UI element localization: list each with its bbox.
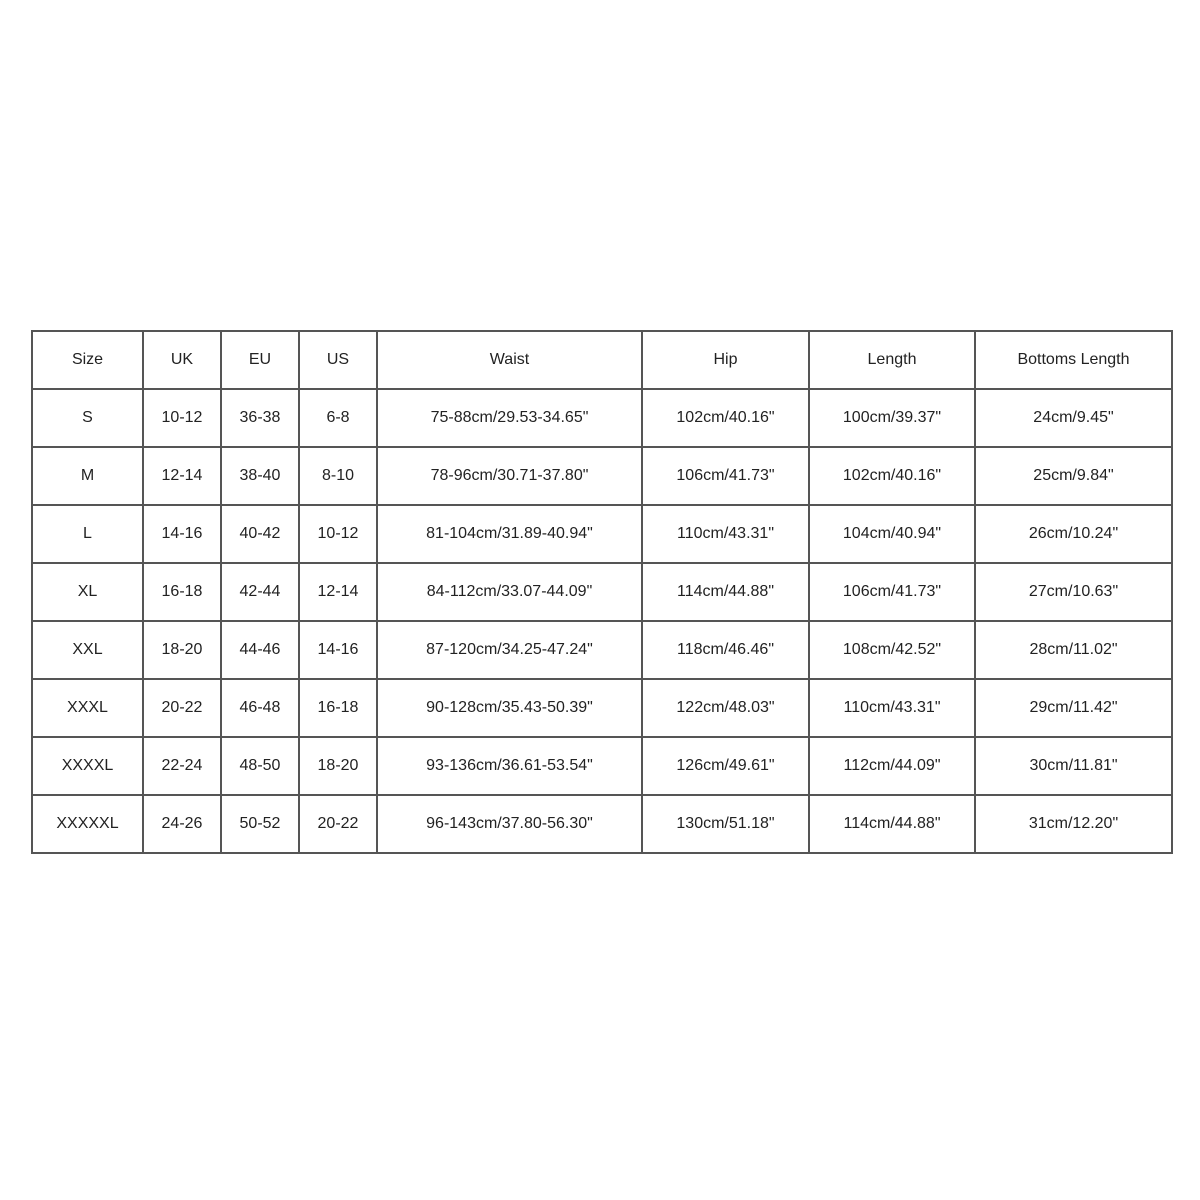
cell-bottoms-length: 30cm/11.81" (975, 737, 1172, 795)
cell-uk: 16-18 (143, 563, 221, 621)
table-row (32, 505, 1172, 563)
cell-waist: 81-104cm/31.89-40.94" (377, 505, 642, 563)
cell-hip: 106cm/41.73" (642, 447, 809, 505)
cell-us: 12-14 (299, 563, 377, 621)
cell-hip: 118cm/46.46" (642, 621, 809, 679)
cell-size: M (32, 447, 143, 505)
cell-waist: 93-136cm/36.61-53.54" (377, 737, 642, 795)
cell-length: 108cm/42.52" (809, 621, 975, 679)
cell-length: 100cm/39.37" (809, 389, 975, 447)
header-bottoms-length: Bottoms Length (975, 331, 1172, 389)
cell-us: 8-10 (299, 447, 377, 505)
cell-length: 112cm/44.09" (809, 737, 975, 795)
cell-bottoms-length: 29cm/11.42" (975, 679, 1172, 737)
table-row (32, 389, 1172, 447)
header-eu: EU (221, 331, 299, 389)
cell-length: 110cm/43.31" (809, 679, 975, 737)
cell-size: XXL (32, 621, 143, 679)
cell-uk: 24-26 (143, 795, 221, 853)
cell-uk: 20-22 (143, 679, 221, 737)
header-uk: UK (143, 331, 221, 389)
cell-bottoms-length: 25cm/9.84" (975, 447, 1172, 505)
cell-size: L (32, 505, 143, 563)
cell-uk: 22-24 (143, 737, 221, 795)
header-size: Size (32, 331, 143, 389)
table-row (32, 795, 1172, 853)
cell-eu: 46-48 (221, 679, 299, 737)
cell-size: S (32, 389, 143, 447)
cell-uk: 10-12 (143, 389, 221, 447)
size-chart-table (31, 330, 1173, 854)
cell-size: XXXXL (32, 737, 143, 795)
cell-eu: 50-52 (221, 795, 299, 853)
cell-size: XXXL (32, 679, 143, 737)
cell-hip: 126cm/49.61" (642, 737, 809, 795)
table-row (32, 563, 1172, 621)
cell-waist: 75-88cm/29.53-34.65" (377, 389, 642, 447)
header-length: Length (809, 331, 975, 389)
cell-eu: 48-50 (221, 737, 299, 795)
cell-length: 102cm/40.16" (809, 447, 975, 505)
cell-hip: 122cm/48.03" (642, 679, 809, 737)
header-waist: Waist (377, 331, 642, 389)
cell-bottoms-length: 28cm/11.02" (975, 621, 1172, 679)
header-row (32, 331, 1172, 389)
cell-waist: 84-112cm/33.07-44.09" (377, 563, 642, 621)
cell-waist: 90-128cm/35.43-50.39" (377, 679, 642, 737)
cell-us: 14-16 (299, 621, 377, 679)
cell-hip: 110cm/43.31" (642, 505, 809, 563)
cell-hip: 114cm/44.88" (642, 563, 809, 621)
cell-uk: 14-16 (143, 505, 221, 563)
cell-hip: 130cm/51.18" (642, 795, 809, 853)
cell-eu: 42-44 (221, 563, 299, 621)
cell-uk: 12-14 (143, 447, 221, 505)
cell-us: 18-20 (299, 737, 377, 795)
cell-waist: 78-96cm/30.71-37.80" (377, 447, 642, 505)
cell-size: XXXXXL (32, 795, 143, 853)
cell-bottoms-length: 24cm/9.45" (975, 389, 1172, 447)
cell-bottoms-length: 31cm/12.20" (975, 795, 1172, 853)
cell-bottoms-length: 26cm/10.24" (975, 505, 1172, 563)
table-row (32, 621, 1172, 679)
cell-waist: 96-143cm/37.80-56.30" (377, 795, 642, 853)
cell-waist: 87-120cm/34.25-47.24" (377, 621, 642, 679)
cell-us: 10-12 (299, 505, 377, 563)
cell-size: XL (32, 563, 143, 621)
cell-bottoms-length: 27cm/10.63" (975, 563, 1172, 621)
cell-eu: 44-46 (221, 621, 299, 679)
cell-us: 20-22 (299, 795, 377, 853)
cell-us: 16-18 (299, 679, 377, 737)
header-us: US (299, 331, 377, 389)
cell-eu: 38-40 (221, 447, 299, 505)
table-row (32, 447, 1172, 505)
cell-hip: 102cm/40.16" (642, 389, 809, 447)
cell-eu: 40-42 (221, 505, 299, 563)
cell-us: 6-8 (299, 389, 377, 447)
cell-uk: 18-20 (143, 621, 221, 679)
cell-length: 104cm/40.94" (809, 505, 975, 563)
table-row (32, 737, 1172, 795)
cell-eu: 36-38 (221, 389, 299, 447)
table-row (32, 679, 1172, 737)
cell-length: 114cm/44.88" (809, 795, 975, 853)
cell-length: 106cm/41.73" (809, 563, 975, 621)
header-hip: Hip (642, 331, 809, 389)
